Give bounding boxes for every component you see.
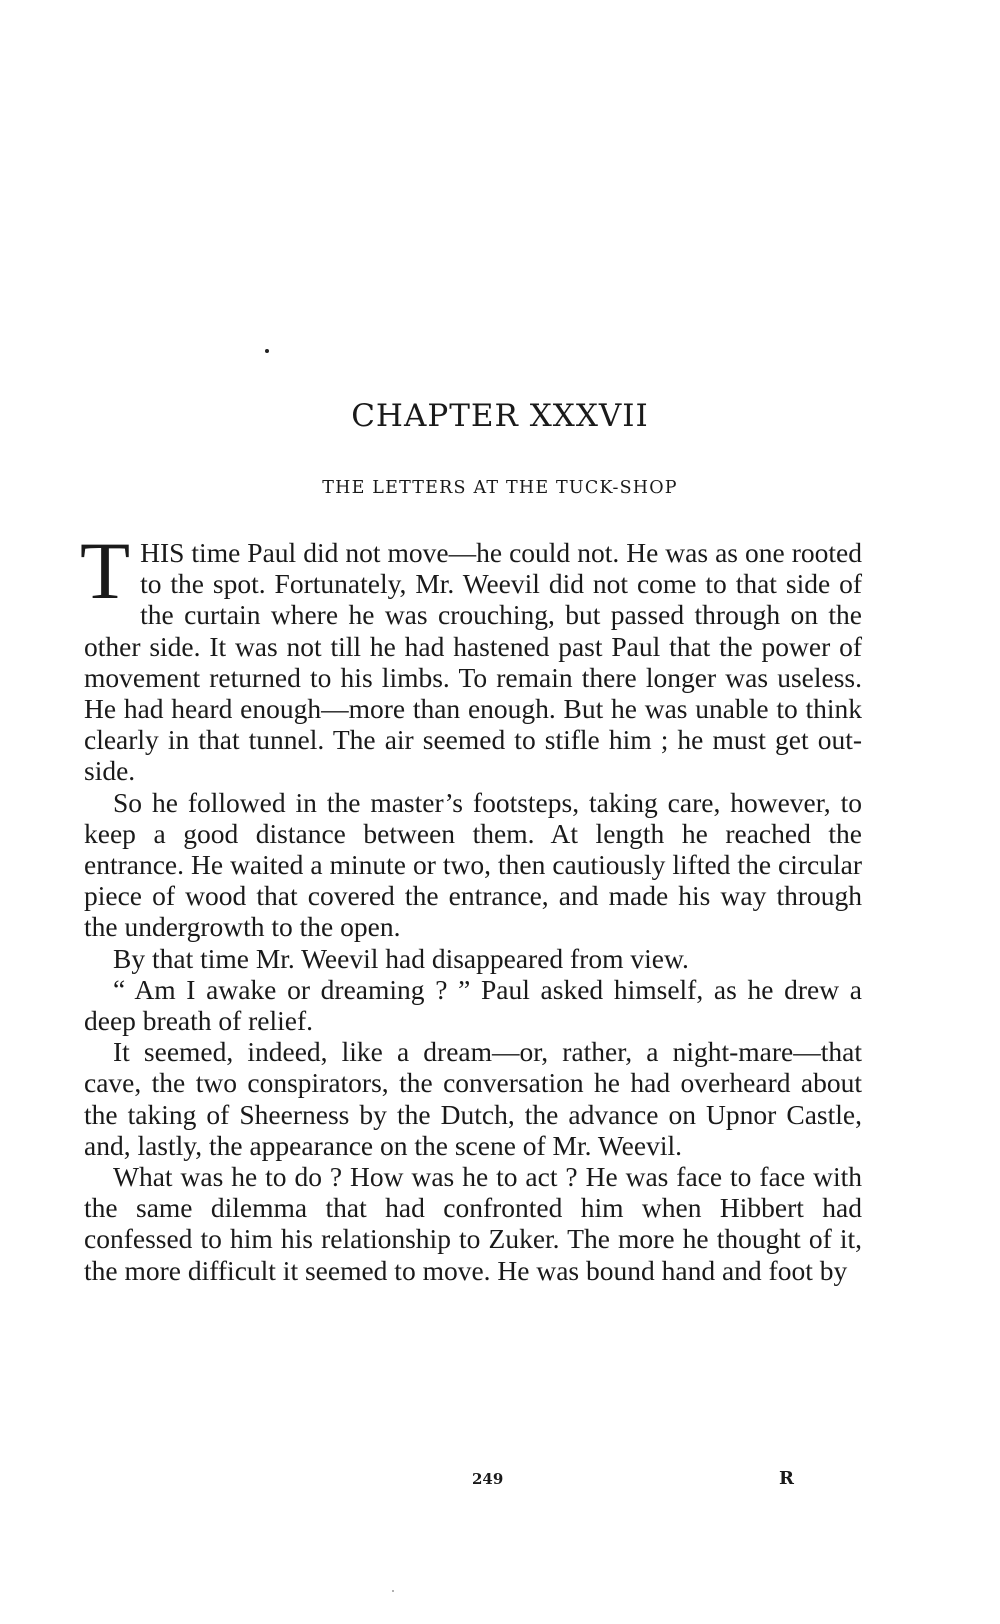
paragraph-4: “ Am I awake or dreaming ? ” Paul asked himself, as he drew a deep breath of relief. bbox=[84, 973, 862, 1037]
chapter-title: CHAPTER XXXVII bbox=[351, 398, 649, 434]
chapter-subtitle: THE LETTERS AT THE TUCK-SHOP bbox=[322, 478, 678, 498]
signature-mark: R bbox=[779, 1468, 794, 1489]
chapter-body bbox=[80, 525, 862, 1286]
paragraph-6: What was he to do ? How was he to act ? He was face to face with the same dilemma that had confronted him when Hibbert had confessed to him his relationship to Zuker. The more he thought of it, the more difficult it seemed to move. He was bound hand and foot by bbox=[84, 1161, 862, 1286]
paragraph-1-text: HIS time Paul did not move—he could not. He was as one rooted to the spot. Fortunately, Mr. Weevil did not come to that side of the curtain where he was crouching, but passed through on the other side. It was not till he had hastened past Paul that the power of movement returned to his limbs. To remain there longer was useless. He had heard enough—more than enough. But he was unable to think clearly in that tunnel. The air seemed to stifle him ; he must get out-side. bbox=[84, 537, 862, 787]
paragraph-1 bbox=[80, 525, 862, 787]
page-number: 249 bbox=[472, 1470, 504, 1488]
paragraph-5: It seemed, indeed, like a dream—or, rather, a night-mare—that cave, the two conspirators, the conversation he had overheard about the taking of Sheerness by the Dutch, the advance on Upnor Castle, and, lastly, the appearance on the scene of Mr. Weevil. bbox=[84, 1036, 862, 1161]
paragraph-2: So he followed in the master’s footsteps, taking care, however, to keep a good distance between them. At length he reached the entrance. He waited a minute or two, then cautiously lifted the circular piece of wood that covered the entrance, and made his way through the undergrowth to the open. bbox=[84, 786, 862, 943]
ink-speck bbox=[265, 349, 269, 353]
drop-cap: T bbox=[80, 525, 131, 616]
paragraph-3: By that time Mr. Weevil had disappeared from view. bbox=[113, 942, 689, 974]
ink-speck-small bbox=[392, 1590, 394, 1592]
